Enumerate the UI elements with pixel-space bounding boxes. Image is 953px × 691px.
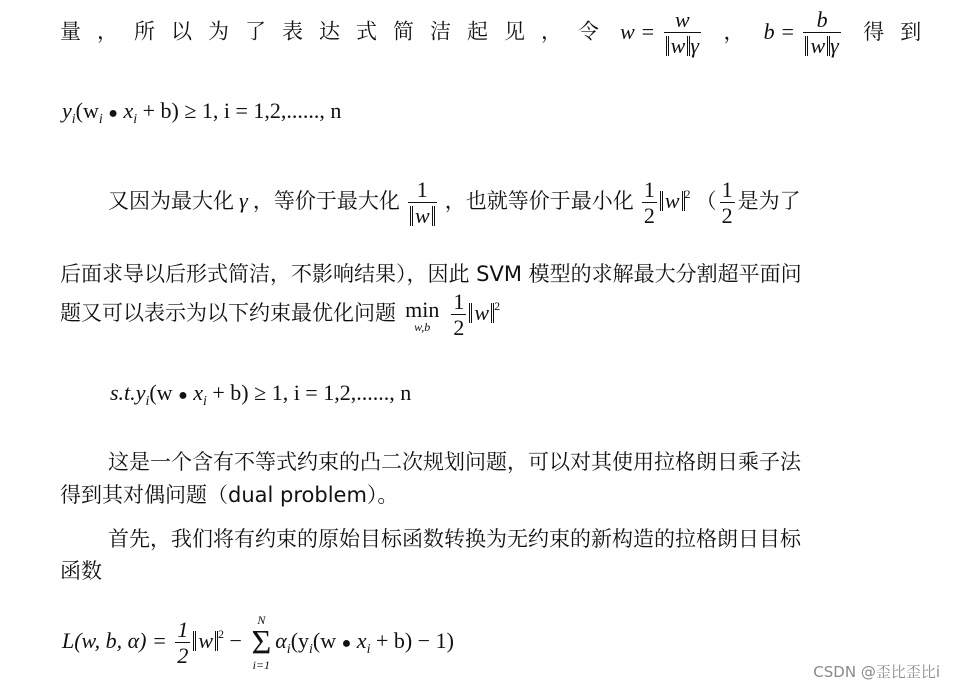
line1-sep: ， bbox=[723, 19, 745, 44]
objective-norm: w bbox=[469, 303, 494, 323]
objective-frac-den: 2 bbox=[453, 315, 465, 340]
b-lhs: b = bbox=[763, 18, 795, 44]
eq1-x: x bbox=[117, 98, 134, 123]
line1-text: 量，所以为了表达式简洁起见，令 bbox=[60, 19, 615, 44]
b-frac-num: b bbox=[816, 7, 828, 32]
eq2-dot-operator: ● bbox=[178, 387, 188, 404]
para1-text-5: 是为了 bbox=[737, 189, 801, 213]
eq3-fraction bbox=[175, 618, 190, 669]
b-fraction bbox=[803, 8, 840, 59]
para1-line3-text: 题又可以表示为以下约束最优化问题 bbox=[60, 301, 396, 325]
min-subscript: w,b bbox=[414, 319, 431, 334]
eq3-rest: + b) − 1) bbox=[370, 628, 454, 654]
eq3-x-sub: i bbox=[366, 642, 371, 658]
w-frac-num: w bbox=[674, 7, 690, 32]
eq2-y: y bbox=[135, 380, 146, 405]
eq1-dot-operator: ● bbox=[108, 105, 118, 122]
eq3-alpha: α bbox=[275, 628, 287, 654]
paragraph-2-line-1: 这是一个含有不等式约束的凸二次规划问题，可以对其使用拉格朗日乘子法 bbox=[108, 450, 801, 474]
eq2-y-sub: i bbox=[145, 394, 150, 409]
eq2-x: x bbox=[187, 380, 203, 405]
paragraph-3-line-1: 首先，我们将有约束的原始目标函数转换为无约束的新构造的拉格朗日目标 bbox=[108, 527, 801, 551]
eq3-sup: 2 bbox=[218, 627, 225, 642]
paragraph-3-line-2: 函数 bbox=[60, 559, 102, 583]
para1-norm-sq bbox=[660, 188, 691, 213]
w-frac-norm: w bbox=[666, 36, 691, 56]
sum-sigma: Σ bbox=[251, 624, 272, 661]
paragraph-2-line-2: 得到其对偶问题（dual problem）。 bbox=[60, 483, 399, 507]
eq2-x-sub: i bbox=[203, 394, 207, 409]
para1-f1-den bbox=[408, 202, 437, 229]
para1-f3-num: 1 bbox=[721, 177, 733, 202]
w-fraction bbox=[664, 8, 701, 59]
eq2-rest: + b) ≥ 1, i = 1,2,......, n bbox=[206, 380, 412, 405]
objective-sup: 2 bbox=[494, 299, 501, 313]
sum-upper-limit: N bbox=[257, 613, 266, 627]
para1-text-1: 又因为最大化 bbox=[108, 189, 234, 213]
para1-text-4: （ bbox=[695, 189, 717, 213]
eq1-mid: (w bbox=[75, 98, 99, 123]
eq3-x: x bbox=[351, 628, 367, 654]
para1-gamma: γ bbox=[239, 188, 248, 213]
b-frac-den bbox=[803, 32, 840, 59]
para1-f2-norm: w bbox=[660, 191, 685, 211]
para1-f2-num: 1 bbox=[643, 177, 655, 202]
para1-f2-den: 2 bbox=[643, 203, 655, 228]
text-line-1 bbox=[60, 8, 937, 59]
para1-fraction-3 bbox=[720, 178, 735, 229]
b-definition bbox=[763, 7, 850, 58]
eq1-w-sub: i bbox=[98, 112, 103, 127]
eq1-rest: + b) ≥ 1, i = 1,2,......, n bbox=[137, 98, 342, 123]
eq3-frac-den: 2 bbox=[177, 642, 189, 668]
para1-f2-sup: 2 bbox=[684, 187, 691, 201]
b-frac-gamma: γ bbox=[830, 33, 839, 58]
para1-text-3: ，也就等价于最小化 bbox=[444, 189, 634, 213]
eq1-y: y bbox=[62, 98, 72, 123]
para1-fraction-2 bbox=[642, 178, 657, 229]
paragraph-1-line-2: 后面求导以后形式简洁，不影响结果），因此 SVM 模型的求解最大分割超平面问 bbox=[60, 262, 802, 286]
para1-f1-num: 1 bbox=[416, 177, 428, 202]
w-definition bbox=[620, 7, 709, 58]
para1-f1-norm: w bbox=[410, 206, 435, 226]
min-word: min bbox=[405, 296, 440, 322]
paragraph-1-line-1 bbox=[108, 178, 801, 229]
objective-frac-num: 1 bbox=[453, 289, 465, 314]
para1-f3-den: 2 bbox=[721, 203, 733, 228]
eq1-y-sub: i bbox=[71, 112, 76, 127]
eq3-minus: − bbox=[229, 628, 242, 654]
line1-tail: 得到 bbox=[863, 19, 938, 44]
para1-text-2: ，等价于最大化 bbox=[252, 189, 400, 213]
eq1-x-sub: i bbox=[133, 112, 138, 127]
equation-3-lagrangian bbox=[62, 614, 454, 672]
equation-1 bbox=[62, 98, 341, 128]
para1-fraction-1 bbox=[408, 178, 437, 229]
sum-lower-limit: i=1 bbox=[252, 658, 271, 672]
eq3-frac-num: 1 bbox=[177, 616, 189, 642]
eq3-paren: (y bbox=[290, 628, 310, 654]
w-lhs: w = bbox=[620, 18, 656, 44]
summation-operator bbox=[251, 614, 271, 672]
csdn-watermark: CSDN @歪比歪比i bbox=[813, 663, 940, 681]
eq3-lhs: L(w, b, α) = bbox=[62, 628, 167, 654]
w-frac-gamma: γ bbox=[690, 33, 699, 58]
eq3-norm: w bbox=[193, 631, 218, 651]
objective-fraction bbox=[451, 290, 466, 341]
eq2-st: s.t. bbox=[110, 380, 136, 405]
paragraph-1-line-3 bbox=[60, 290, 500, 341]
objective-norm-sq bbox=[469, 300, 500, 325]
equation-2-constraint bbox=[110, 380, 411, 410]
eq3-alpha-sub: i bbox=[286, 642, 291, 658]
eq2-mid: (w bbox=[149, 380, 179, 405]
eq3-dot-operator: ● bbox=[341, 635, 352, 653]
min-operator bbox=[405, 296, 440, 334]
w-frac-den bbox=[664, 32, 701, 59]
eq3-y-sub: i bbox=[309, 642, 313, 658]
b-frac-norm: w bbox=[805, 36, 830, 56]
eq3-mid: (w bbox=[312, 628, 337, 654]
